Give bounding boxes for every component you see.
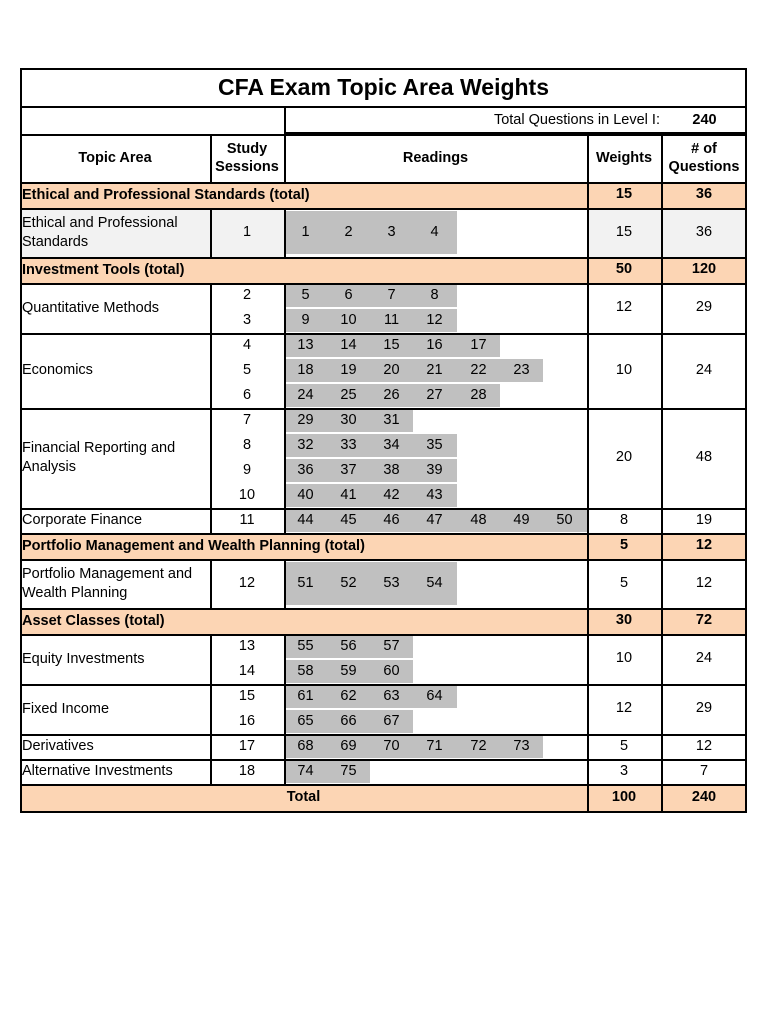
reading-number: 72: [470, 737, 487, 754]
header-topic-area-label: Topic Area: [78, 150, 152, 166]
reading-number: 3: [387, 223, 396, 240]
reading-number: 2: [344, 223, 353, 240]
topic-name: Equity Investments: [22, 650, 145, 667]
grid-line: [587, 408, 589, 508]
study-session-number: 12: [238, 574, 256, 591]
reading-number: 70: [383, 737, 400, 754]
grid-line: [210, 134, 212, 182]
study-session-number: 1: [242, 223, 252, 240]
reading-number: 29: [297, 411, 314, 428]
grid-line: [20, 634, 747, 636]
total-questions-label: Total Questions in Level I:: [493, 112, 660, 128]
grid-line: [20, 182, 747, 184]
reading-number: 18: [297, 361, 314, 378]
grid-line: [587, 208, 589, 257]
grid-line: [210, 684, 212, 734]
grid-line: [210, 283, 212, 333]
study-session-number: 14: [238, 662, 256, 679]
reading-number: 5: [301, 286, 310, 303]
reading-number: 27: [426, 386, 443, 403]
study-session-number: 11: [239, 511, 255, 528]
study-session-number: 13: [238, 637, 256, 654]
reading-number: 36: [297, 461, 314, 478]
reading-number: 6: [344, 286, 353, 303]
section-questions: 120: [691, 261, 717, 277]
grid-line: [661, 533, 663, 559]
reading-number: 28: [470, 386, 487, 403]
grid-line: [587, 508, 589, 533]
topic-name: Economics: [22, 362, 93, 378]
grid-line: [661, 508, 663, 533]
total-questions: 240: [691, 789, 717, 805]
reading-number: 73: [513, 737, 530, 754]
section-questions: 36: [695, 186, 713, 202]
grid-line: [20, 759, 747, 761]
grid-line: [20, 684, 747, 686]
reading-number: 60: [383, 662, 400, 679]
reading-number: 57: [383, 637, 400, 654]
reading-number: 65: [297, 712, 314, 729]
reading-number: 1: [301, 223, 310, 240]
header-readings: [284, 134, 587, 182]
study-session-number: 3: [242, 311, 252, 328]
reading-number: 63: [383, 687, 400, 704]
header-study-sessions: [210, 134, 284, 182]
study-session-number: 16: [238, 712, 256, 729]
reading-number: 35: [426, 436, 443, 453]
section-questions: 12: [695, 537, 713, 553]
grid-line: [661, 134, 663, 182]
topic-weight: 12: [615, 299, 633, 315]
header-questions-line1: # of: [691, 141, 717, 157]
reading-number: 31: [383, 411, 400, 428]
grid-line: [210, 734, 212, 759]
topic-name: Corporate Finance: [22, 512, 143, 528]
topic-name: Portfolio Management and Wealth Planning: [22, 565, 193, 601]
reading-number: 19: [340, 361, 357, 378]
grid-line: [587, 684, 589, 734]
grid-line: [284, 734, 286, 759]
grid-line: [284, 559, 286, 608]
section-name: Portfolio Management and Wealth Planning (total): [22, 538, 365, 554]
reading-number: 44: [297, 511, 314, 528]
grid-line: [20, 333, 747, 335]
reading-number: 56: [340, 637, 357, 654]
study-session-number: 8: [242, 436, 252, 453]
reading-number: 13: [297, 336, 314, 353]
reading-number: 40: [297, 486, 314, 503]
reading-number: 32: [297, 436, 314, 453]
topic-weight: 5: [619, 737, 629, 754]
grid-line: [20, 508, 747, 510]
reading-number: 46: [383, 511, 400, 528]
grid-line: [20, 208, 747, 210]
grid-line: [661, 208, 663, 257]
reading-number: 21: [426, 361, 443, 378]
topic-questions: 36: [695, 223, 713, 240]
reading-number: 39: [426, 461, 443, 478]
header-weights: [587, 134, 661, 182]
section-name: Ethical and Professional Standards (total): [22, 187, 310, 203]
study-session-number: 4: [242, 336, 252, 353]
grid-line: [661, 734, 663, 759]
reading-number: 43: [426, 486, 443, 503]
study-session-number: 9: [242, 461, 252, 478]
topic-weight: 5: [619, 574, 629, 591]
topic-name: Alternative Investments: [22, 763, 173, 779]
reading-number: 48: [470, 511, 487, 528]
grid-line: [284, 508, 286, 533]
grid-line: [587, 182, 589, 208]
grid-line: [587, 134, 589, 182]
reading-number: 61: [297, 687, 314, 704]
grid-line: [210, 208, 212, 257]
reading-number: 23: [513, 361, 530, 378]
reading-number: 59: [340, 662, 357, 679]
topic-name: Financial Reporting and Analysis: [22, 440, 176, 475]
topic-questions: 19: [695, 511, 713, 528]
section-weight: 15: [615, 186, 633, 202]
reading-number: 22: [470, 361, 487, 378]
topic-weight: 20: [615, 449, 633, 465]
grid-line: [661, 634, 663, 684]
section-weight: 50: [615, 261, 633, 277]
reading-number: 10: [340, 311, 357, 328]
reading-number: 14: [340, 336, 357, 353]
grid-line: [284, 634, 286, 684]
grid-line: [587, 333, 589, 408]
header-readings-label: Readings: [402, 150, 469, 166]
header-questions: [661, 134, 747, 182]
header-study-line2: Sessions: [215, 159, 279, 175]
grid-line: [587, 634, 589, 684]
grid-line: [661, 684, 663, 734]
reading-number: 17: [470, 336, 487, 353]
grid-line: [587, 734, 589, 759]
reading-number: 69: [340, 737, 357, 754]
reading-number: 47: [426, 511, 443, 528]
study-session-number: 18: [238, 762, 256, 779]
study-session-number: 10: [238, 486, 256, 503]
reading-number: 74: [297, 762, 314, 779]
grid-line: [284, 333, 286, 408]
study-session-number: 7: [242, 411, 252, 428]
grid-line: [587, 784, 589, 811]
section-name: Asset Classes (total): [22, 613, 165, 629]
reading-number: 4: [430, 223, 439, 240]
topic-questions: 7: [699, 762, 709, 779]
section-weight: 30: [615, 612, 633, 628]
topic-questions: 24: [695, 361, 713, 378]
grid-line: [210, 508, 212, 533]
topic-weight: 12: [615, 700, 633, 716]
total-questions-value: 240: [692, 112, 717, 128]
grid-line: [587, 283, 589, 333]
grid-line: [661, 257, 663, 283]
grid-line: [587, 533, 589, 559]
grid-line: [587, 608, 589, 634]
grid-line: [20, 68, 22, 813]
grid-line: [587, 559, 589, 608]
topic-weight: 10: [615, 361, 633, 378]
grid-line: [210, 408, 212, 508]
grid-line: [284, 408, 286, 508]
reading-number: 64: [426, 687, 443, 704]
reading-number: 67: [383, 712, 400, 729]
grid-line: [20, 134, 747, 136]
grid-line: [661, 559, 663, 608]
grid-line: [210, 333, 212, 408]
reading-number: 15: [383, 336, 400, 353]
header-questions-line2: Questions: [668, 159, 740, 175]
reading-number: 12: [426, 311, 443, 328]
reading-number: 7: [387, 286, 396, 303]
grid-line: [20, 408, 747, 410]
reading-number: 30: [340, 411, 357, 428]
reading-number: 66: [340, 712, 357, 729]
grid-line: [20, 106, 747, 108]
topic-questions: 12: [695, 737, 713, 754]
reading-number: 53: [383, 574, 400, 591]
reading-number: 51: [297, 574, 314, 591]
reading-number: 58: [297, 662, 314, 679]
grid-line: [587, 257, 589, 283]
header-weights-label: Weights: [595, 150, 653, 166]
reading-number: 75: [340, 762, 357, 779]
reading-number: 9: [301, 311, 310, 328]
reading-number: 62: [340, 687, 357, 704]
grid-line: [210, 559, 212, 608]
topic-weight: 8: [619, 511, 629, 528]
grid-line: [661, 408, 663, 508]
reading-number: 24: [297, 386, 314, 403]
reading-number: 45: [340, 511, 357, 528]
section-name: Investment Tools (total): [22, 262, 185, 278]
grid-line: [20, 784, 747, 786]
grid-line: [284, 106, 286, 182]
topic-questions: 24: [695, 650, 713, 666]
total-weight: 100: [611, 789, 637, 805]
grid-line: [284, 759, 286, 784]
reading-number: 54: [426, 574, 443, 591]
study-session-number: 6: [242, 386, 252, 403]
topic-questions: 48: [695, 449, 713, 465]
study-session-number: 17: [238, 737, 256, 754]
grid-line: [661, 283, 663, 333]
grid-line: [20, 608, 747, 610]
grid-line: [587, 759, 589, 784]
reading-number: 34: [383, 436, 400, 453]
table-title: CFA Exam Topic Area Weights: [217, 74, 550, 100]
topic-weights-table: [20, 68, 747, 812]
reading-number: 16: [426, 336, 443, 353]
reading-number: 25: [340, 386, 357, 403]
study-session-number: 2: [242, 286, 252, 303]
topic-weight: 10: [615, 650, 633, 666]
reading-number: 42: [383, 486, 400, 503]
reading-number: 38: [383, 461, 400, 478]
grid-line: [661, 759, 663, 784]
reading-number: 26: [383, 386, 400, 403]
grid-line: [745, 68, 747, 813]
topic-weight: 15: [615, 223, 633, 240]
topic-questions: 29: [695, 700, 713, 716]
topic-name: Quantitative Methods: [22, 299, 160, 316]
grid-line: [661, 333, 663, 408]
reading-number: 33: [340, 436, 357, 453]
grid-line: [661, 182, 663, 208]
reading-number: 71: [426, 737, 443, 754]
header-topic-area: [20, 134, 210, 182]
topic-name: Fixed Income: [22, 700, 110, 717]
grid-line: [284, 208, 286, 257]
grid-line: [661, 608, 663, 634]
topic-weight: 3: [619, 762, 629, 779]
topic-questions: 12: [695, 574, 713, 591]
study-session-number: 15: [238, 687, 256, 704]
grid-line: [20, 283, 747, 285]
section-questions: 72: [695, 612, 713, 628]
reading-number: 20: [383, 361, 400, 378]
topic-name: Derivatives: [22, 738, 94, 754]
total-label: Total: [286, 789, 321, 805]
topic-name: Ethical and Professional Standards: [22, 214, 178, 250]
grid-line: [661, 784, 663, 811]
reading-number: 52: [340, 574, 357, 591]
reading-number: 49: [513, 511, 530, 528]
grid-line: [284, 684, 286, 734]
section-weight: 5: [619, 537, 629, 553]
grid-line: [284, 283, 286, 333]
topic-questions: 29: [695, 299, 713, 315]
grid-line: [210, 634, 212, 684]
grid-line: [20, 257, 747, 259]
reading-number: 41: [340, 486, 357, 503]
reading-number: 11: [383, 311, 400, 328]
reading-number: 68: [297, 737, 314, 754]
grid-line: [20, 734, 747, 736]
grid-line: [20, 559, 747, 561]
reading-number: 50: [556, 511, 573, 528]
grid-line: [20, 811, 747, 813]
reading-number: 55: [297, 637, 314, 654]
grid-line: [210, 759, 212, 784]
study-session-number: 5: [242, 361, 252, 378]
header-study-line1: Study: [226, 141, 268, 157]
reading-number: 37: [340, 461, 357, 478]
reading-number: 8: [430, 286, 439, 303]
grid-line: [20, 68, 747, 70]
grid-line: [20, 533, 747, 535]
